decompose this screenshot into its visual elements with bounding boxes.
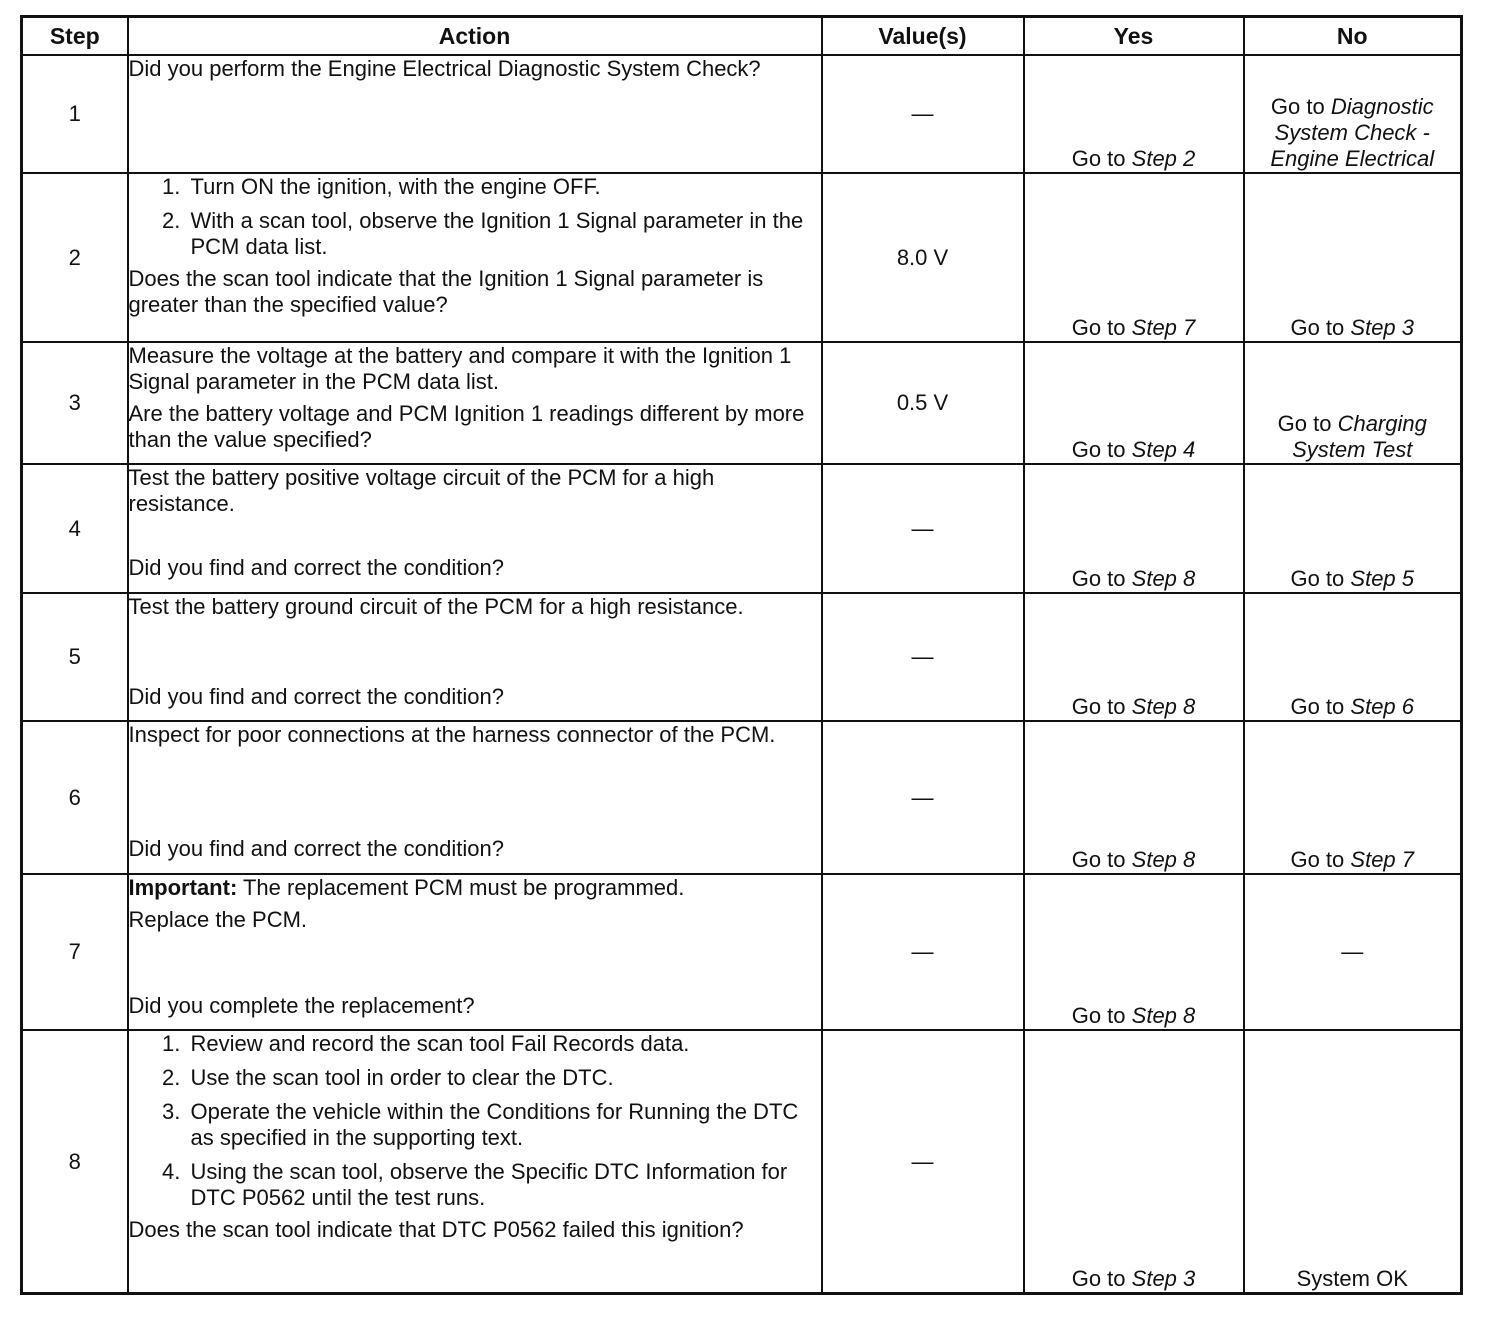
- yes-cell: [1024, 342, 1244, 464]
- value-cell: 8.0 V: [822, 173, 1024, 342]
- action-text: Replace the PCM.: [128, 906, 308, 932]
- go-to-label: Go to: [1290, 694, 1345, 720]
- go-to-label: Go to: [1071, 315, 1126, 341]
- instruction-item: 2. Use the scan tool in order to clear the DTC.: [187, 1065, 821, 1091]
- go-to-label: Go to: [1290, 315, 1345, 341]
- step-number: 6: [22, 721, 128, 874]
- no-link[interactable]: Charging System Test: [1292, 411, 1427, 463]
- no-cell: [1244, 721, 1462, 874]
- instruction-item: 4. Using the scan tool, observe the Specific DTC Information for DTC P0562 until the test runs.: [187, 1159, 821, 1211]
- value-cell: —: [822, 721, 1024, 874]
- yes-cell: [1024, 55, 1244, 173]
- header-action: Action: [128, 17, 822, 56]
- action-question: Does the scan tool indicate that the Ignition 1 Signal parameter is greater than the specified value?: [128, 266, 764, 318]
- no-cell: [1244, 342, 1462, 464]
- step-number: 1: [22, 55, 128, 173]
- table-row: [22, 874, 1462, 1031]
- header-values: Value(s): [822, 17, 1024, 56]
- no-cell: [1244, 593, 1462, 721]
- no-cell: —: [1244, 874, 1462, 1031]
- yes-link[interactable]: Step 8: [1131, 565, 1196, 591]
- no-link[interactable]: Step 7: [1350, 846, 1415, 872]
- table-row: [22, 1030, 1462, 1293]
- step-number: 5: [22, 593, 128, 721]
- header-step: Step: [22, 17, 128, 56]
- yes-cell: [1024, 464, 1244, 592]
- step-number: 7: [22, 874, 128, 1031]
- value-cell: —: [822, 55, 1024, 173]
- action-question: Did you complete the replacement?: [128, 992, 475, 1018]
- go-to-label: Go to: [1071, 146, 1126, 172]
- no-link[interactable]: Step 5: [1350, 565, 1415, 591]
- go-to-label: Go to: [1071, 694, 1126, 720]
- value-cell: —: [822, 464, 1024, 592]
- action-cell: [128, 1030, 822, 1293]
- yes-link[interactable]: Step 8: [1131, 846, 1196, 872]
- instruction-list: [129, 1031, 821, 1211]
- action-cell: [128, 173, 822, 342]
- step-number: 2: [22, 173, 128, 342]
- table-row: [22, 593, 1462, 721]
- go-to-label: Go to: [1290, 846, 1345, 872]
- no-link[interactable]: Step 6: [1350, 694, 1415, 720]
- step-number: 3: [22, 342, 128, 464]
- value-cell: —: [822, 874, 1024, 1031]
- action-question: Did you perform the Engine Electrical Diagnostic System Check?: [128, 56, 761, 81]
- yes-link[interactable]: Step 7: [1131, 315, 1196, 341]
- table-row: [22, 55, 1462, 173]
- step-number: 8: [22, 1030, 128, 1293]
- table-row: [22, 721, 1462, 874]
- action-cell: [128, 342, 822, 464]
- action-question: Did you find and correct the condition?: [128, 555, 504, 581]
- no-cell: [1244, 173, 1462, 342]
- instruction-list: [129, 174, 821, 260]
- no-cell: System OK: [1244, 1030, 1462, 1293]
- yes-link[interactable]: Step 3: [1131, 1266, 1196, 1291]
- diagnostic-table: [20, 15, 1463, 1295]
- header-yes: Yes: [1024, 17, 1244, 56]
- go-to-label: Go to: [1270, 94, 1325, 120]
- value-cell: —: [822, 593, 1024, 721]
- value-cell: 0.5 V: [822, 342, 1024, 464]
- yes-cell: [1024, 874, 1244, 1031]
- go-to-label: Go to: [1277, 411, 1332, 437]
- action-text: Inspect for poor connections at the harness connector of the PCM.: [128, 722, 776, 748]
- instruction-item: 1. Review and record the scan tool Fail Records data.: [187, 1031, 821, 1057]
- instruction-item: 2. With a scan tool, observe the Ignition 1 Signal parameter in the PCM data list.: [187, 208, 821, 260]
- yes-link[interactable]: Step 8: [1131, 1003, 1196, 1029]
- action-question: Did you find and correct the condition?: [128, 836, 504, 862]
- important-note: [129, 875, 821, 901]
- yes-cell: [1024, 173, 1244, 342]
- no-cell: [1244, 464, 1462, 592]
- important-text: The replacement PCM must be programmed.: [242, 874, 685, 900]
- action-cell: [128, 721, 822, 874]
- action-cell: [128, 464, 822, 592]
- action-cell: [128, 874, 822, 1031]
- important-label: Important:: [128, 874, 238, 900]
- yes-link[interactable]: Step 8: [1131, 694, 1196, 720]
- header-row: [22, 17, 1462, 56]
- no-link[interactable]: Step 3: [1350, 315, 1415, 341]
- go-to-label: Go to: [1071, 846, 1126, 872]
- yes-cell: [1024, 593, 1244, 721]
- go-to-label: Go to: [1071, 565, 1126, 591]
- yes-cell: [1024, 721, 1244, 874]
- instruction-item: 1. Turn ON the ignition, with the engine OFF.: [187, 174, 821, 200]
- go-to-label: Go to: [1290, 565, 1345, 591]
- header-no: No: [1244, 17, 1462, 56]
- yes-link[interactable]: Step 4: [1131, 437, 1196, 463]
- action-cell: [128, 593, 822, 721]
- action-question: Are the battery voltage and PCM Ignition 1 readings different by more than the value specified?: [128, 401, 805, 453]
- no-cell: [1244, 55, 1462, 173]
- yes-cell: [1024, 1030, 1244, 1293]
- instruction-item: 3. Operate the vehicle within the Conditions for Running the DTC as specified in the supporting text.: [187, 1099, 821, 1151]
- no-link[interactable]: Diagnostic System Check - Engine Electrical: [1270, 94, 1435, 172]
- yes-link[interactable]: Step 2: [1131, 146, 1196, 172]
- action-text: Test the battery ground circuit of the PCM for a high resistance.: [128, 593, 744, 619]
- action-question: Does the scan tool indicate that DTC P0562 failed this ignition?: [128, 1217, 744, 1243]
- go-to-label: Go to: [1071, 437, 1126, 463]
- table-row: [22, 464, 1462, 592]
- action-text: Measure the voltage at the battery and compare it with the Ignition 1 Signal parameter in the PCM data list.: [128, 343, 792, 395]
- go-to-label: Go to: [1071, 1003, 1126, 1029]
- table-row: [22, 342, 1462, 464]
- step-number: 4: [22, 464, 128, 592]
- value-cell: —: [822, 1030, 1024, 1293]
- action-text: Test the battery positive voltage circuit of the PCM for a high resistance.: [128, 465, 715, 517]
- action-cell: [128, 55, 822, 173]
- table-row: [22, 173, 1462, 342]
- go-to-label: Go to: [1071, 1266, 1126, 1291]
- action-question: Did you find and correct the condition?: [128, 683, 504, 709]
